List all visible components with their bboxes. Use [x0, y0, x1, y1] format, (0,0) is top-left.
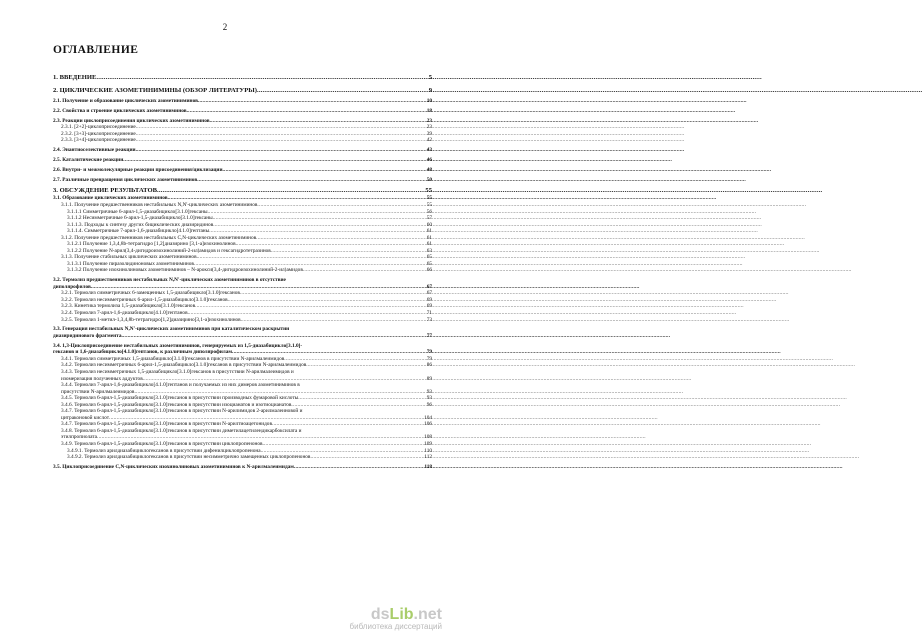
toc-leader-dots: [310, 454, 423, 461]
toc-entry-title: 3.1. Образование циклических азометиниминов: [53, 195, 168, 202]
toc-entry-page: 50: [426, 176, 432, 183]
toc-entry-page: 9: [428, 86, 432, 94]
toc-entry-page: 79: [426, 349, 432, 356]
toc-entry-title: 3.1.3.1 Получение пиразолидиноновых азометиниминов: [67, 260, 194, 267]
toc-entry-page: 66: [426, 267, 432, 274]
toc-entry-title: диполярофилов: [53, 283, 91, 290]
toc-entry-page: 39: [426, 130, 432, 137]
toc-entry-title: 3.4.9.2. Термолиз арилдиазабициклогексанов в присутствии несимметрично замещенных циклопропенонов: [67, 454, 311, 461]
toc-entry-page: 109: [424, 441, 432, 448]
toc-entry-page: 108: [424, 434, 432, 441]
toc-leader-dots: [136, 147, 426, 154]
toc-leader-dots: [197, 177, 426, 184]
toc-entry-title: 3.4.7. Термолиз 6-арил-1,5-диазабицикло[3.1.0]гексанов в присутствии N-арилтиоацетонидов: [61, 421, 272, 428]
toc-entry-title: 1. ВВЕДЕНИЕ: [53, 74, 97, 82]
toc-entry-page: 61: [426, 228, 432, 235]
toc-entry[interactable]: [53, 73, 432, 82]
toc-entry-title: 3.4.8. Термолиз 6-арил-1,5-диазабицикло[3.1.0]гексанов в присутствии диметилацетилендикарбоксилата и: [61, 427, 302, 434]
toc-entry[interactable]: [53, 333, 432, 340]
toc-entry-page: 73: [426, 316, 432, 323]
toc-entry-page: 61: [426, 241, 432, 248]
toc-entry[interactable]: [53, 167, 432, 174]
watermark-logo-suffix: .net: [413, 606, 442, 623]
toc-entry-title: 3.4.6. Термолиз 6-арил-1,5-диазабицикло[3.1.0]гексанов в присутствии изоцианатов и изотиоцианатов: [61, 401, 292, 408]
toc-entry-title: 3.4.7. Термолиз 6-арил-1,5-диазабицикло[3.1.0]гексанов в присутствии N-арилимидов 2-арилмалеиновой и: [61, 408, 303, 415]
toc-entry-page: 56: [426, 208, 432, 215]
toc-entry[interactable]: [53, 157, 432, 164]
toc-entry-title: изомеризация полученных аддуктов: [61, 375, 143, 382]
toc-entry-page: 79: [426, 355, 432, 362]
toc-entry-title: 3.1.2. Получение предшественников нестабильных С,N-циклических азометиниминов: [61, 234, 257, 241]
toc-entry-title: 2.6. Внутри- и межмолекулярные реакции присоединения/циклизации: [53, 166, 223, 173]
toc-entry-page: 5: [428, 74, 432, 82]
toc-entry-title: 3.1.3.2 Получение изохинолиновых азометиниминов – N-арокси(3,4-дигидроизохинолиний-2-ил)амидов: [67, 267, 303, 274]
watermark-subtitle: библиотека диссертаций: [349, 622, 442, 631]
toc-leader-dots: [294, 464, 423, 471]
toc-entry[interactable]: [53, 147, 432, 154]
toc-leader-dots: [122, 333, 426, 340]
toc-entry-title: 3.5. Циклоприсоединение С,N-циклических изохинолиновых азометиниминов к N-арилмалеимидам: [53, 463, 294, 470]
toc-entry-title: 2.2. Свойства и строение циклических азометиниминов: [53, 107, 187, 114]
toc-entry-page: 86: [426, 362, 432, 369]
toc-entry-title: 3.1.1.2 Несимметричные 6-арил-1,5-диазабицикло[3.1.0]гексаны: [67, 215, 213, 222]
toc-entry-page: 71: [426, 310, 432, 317]
toc-entry-page: 67: [426, 283, 432, 290]
toc-entry-title: 3.4.9. Термолиз 6-арил-1,5-диазабицикло[3.1.0]гексанов в присутствии циклопропенонов: [61, 441, 263, 448]
toc-leader-dots: [96, 73, 427, 82]
toc-entry-title: 3.2.4. Термолиз 7-арил-1,6-диазабицикло[4.1.0]гептанов: [61, 310, 188, 317]
toc-leader-dots: [257, 86, 428, 95]
toc-entry-page: 57: [426, 215, 432, 222]
toc-leader-dots: [136, 137, 426, 144]
table-of-contents: [53, 70, 432, 471]
toc-entry-title: 3.2.3. Кинетика термолиза 1,5-диазабицикло[3.1.0]гексанов: [61, 303, 196, 310]
toc-entry-title: 2.3.3. [3+4]-циклоприсоединение: [61, 137, 136, 144]
toc-entry-title: 2. ЦИКЛИЧЕСКИЕ АЗОМЕТИНИМИНЫ (ОБЗОР ЛИТЕРАТУРЫ): [53, 86, 257, 94]
toc-entry-title: 2.4. Энантиоселективные реакции: [53, 147, 136, 154]
toc-entry-page: 60: [426, 221, 432, 228]
toc-entry-page: 106: [424, 421, 432, 428]
toc-entry-page: 23: [426, 117, 432, 124]
toc-entry-page: 69: [426, 303, 432, 310]
toc-entry-title: 3.1.1.1 Симметричные 6-арил-1,5-диазабицикло[3.1.0]гексаны: [67, 208, 208, 215]
page-title: ОГЛАВЛЕНИЕ: [53, 44, 139, 56]
toc-entry-title: 2.5. Каталитические реакции: [53, 156, 124, 163]
watermark-logo-mid: Lib: [389, 606, 414, 623]
toc-entry[interactable]: [53, 177, 432, 184]
toc-entry-page: 96: [426, 401, 432, 408]
page-number: 2: [222, 22, 228, 32]
toc-entry-title: 2.1. Получение и образование циклических азометиниминов: [53, 97, 198, 104]
toc-entry-title: 3.4.3. Термолиз несимметричных 1,5-диазабицикло[3.1.0]гексанов в присутствии N-арилмалеимидов и: [61, 369, 294, 375]
toc-entry-title: 3.1.3. Получение стабильных циклических азометиниминов: [61, 254, 197, 261]
toc-entry-page: 43: [426, 147, 432, 154]
toc-entry[interactable]: [53, 267, 432, 274]
toc-entry-title: 3.4.4. Термолиз 7-арил-1,6-диазабицикло[4.1.0]гептанов и получаемых из них димеров азометиниминов в: [61, 382, 300, 389]
toc-entry-page: 55: [425, 187, 432, 195]
toc-entry[interactable]: [53, 137, 432, 144]
toc-entry-title: 3.2.2. Термолиз несимметричных 6-арил-1,5-диазабицикло[3.1.0]гексанов: [61, 296, 228, 303]
toc-entry-page: 69: [426, 296, 432, 303]
toc-entry[interactable]: [53, 108, 432, 115]
toc-entry-page: 48: [426, 166, 432, 173]
toc-entry-title: присутствии N-арилмалеимидов: [61, 388, 135, 395]
toc-entry-title: 3.1.1.3. Подходы к синтезу других бициклических диазиридинов: [67, 221, 214, 228]
toc-entry-title: 3. ОБСУЖДЕНИЕ РЕЗУЛЬТАТОВ: [53, 187, 157, 195]
watermark-logo-prefix: ds: [370, 606, 390, 623]
toc-entry-title: 3.3. Генерация нестабильных N,N'-циклических азометиниминов при каталитическом раскрытии: [53, 326, 290, 333]
toc-entry[interactable]: [53, 86, 432, 95]
toc-entry-title: 3.4.1. Термолиз симметричных 1,5-диазабицикло[3.1.0]гексанов в присутствии N-арилмалеимидов: [61, 355, 285, 362]
toc-entry-page: 65: [426, 260, 432, 267]
toc-entry-page: 118: [424, 463, 432, 470]
toc-entry-title: 2.3.2. [3+3]-циклоприсоединение: [61, 130, 136, 137]
toc-entry[interactable]: [53, 464, 432, 471]
toc-entry-title: 3.1.2.1 Получение 1,3,4,8b-тетрагидро [1,2]диазирино [3,1-a]изохинолинов: [67, 241, 236, 248]
toc-entry-page: 77: [426, 332, 432, 339]
toc-entry-title: гексанов и 1,6-диазабицикло[4.1.0]гептанов, к различным диполярофилам: [53, 349, 233, 356]
toc-entry-page: 61: [426, 234, 432, 241]
toc-entry-page: 55: [426, 195, 432, 202]
toc-leader-dots: [187, 108, 426, 115]
toc-entry-title: 3.1.1. Получение предшественников нестабильных N,N'-циклических азометиниминов: [61, 201, 258, 208]
toc-leader-dots: [241, 317, 426, 324]
toc-leader-dots: [198, 98, 426, 105]
toc-entry-page: 104: [424, 414, 432, 421]
toc-leader-dots: [157, 186, 424, 195]
toc-entry-title: 2.7. Различные превращения циклических азометиниминов: [53, 176, 198, 183]
toc-entry-page: 110: [424, 447, 432, 454]
toc-leader-dots: [306, 362, 425, 369]
toc-entry-title: цитраконовой кислот: [61, 414, 110, 421]
toc-entry-title: 3.4. 1,3-Циклоприсоединение нестабильных азометиниминов, генерируемых из 1,5-диазабицикло[3.1.0]-: [53, 342, 303, 349]
toc-entry-title: 3.2. Термолиз предшественников нестабильных N,N'-циклических азометиниминов в отсутствие: [53, 277, 286, 284]
toc-entry-title: 3.1.2.2 Получение N-арил(3,4-дигидроизохинолиний-2-ил)амидов и гексагидротетразинов: [67, 247, 271, 254]
toc-entry-title: 3.2.5. Термолиз 1-метил-1,3,4,8b-тетрагидро[1,2]диазирино[3,1-a]изохинолинов: [61, 316, 241, 323]
watermark: [350, 606, 442, 631]
toc-entry-title: 2.3. Реакции циклоприсоединения циклических азометиниминов: [53, 117, 210, 124]
toc-entry-page: 18: [426, 107, 432, 114]
toc-leader-dots: [291, 402, 425, 409]
toc-entry-page: 93: [426, 395, 432, 402]
toc-entry-title: этилпропиолата: [61, 434, 98, 441]
toc-entry[interactable]: [53, 454, 432, 461]
toc-entry-page: 23: [426, 124, 432, 131]
toc-entry[interactable]: [53, 317, 432, 324]
toc-entry-title: 3.4.2. Термолиз несимметричных 6-арил-1,5-диазабицикло[3.1.0]гексанов в присутствии N-арилмалеимидов: [61, 362, 307, 369]
toc-entry-page: 93: [426, 388, 432, 395]
toc-leader-dots: [123, 157, 425, 164]
toc-entry-page: 55: [426, 201, 432, 208]
toc-entry-page: 46: [426, 156, 432, 163]
toc-entry-page: 63: [426, 247, 432, 254]
toc-entry-page: 89: [426, 375, 432, 382]
toc-entry-title: диазиридинового фрагмента: [53, 332, 122, 339]
toc-entry-title: 2.3.1. [2+2]-циклоприсоединение: [61, 124, 136, 131]
toc-entry-page: 10: [426, 97, 432, 104]
toc-entry-page: 67: [426, 290, 432, 297]
toc-entry-title: 3.4.9.1. Термолиз арилдиазабициклогексанов в присутствии дифенилциклопропенона: [67, 447, 261, 454]
toc-entry[interactable]: [53, 98, 432, 105]
toc-entry-page: 65: [426, 254, 432, 261]
toc-entry-page: 42: [426, 137, 432, 144]
toc-leader-dots: [223, 167, 426, 174]
toc-entry-title: 3.2.1. Термолиз симметричных 6-замещенных 1,5-диазабицикло[3.1.0]гексанов: [61, 290, 240, 297]
toc-entry-title: 3.1.1.4. Симметричные 7-арил-1,6-диазабицикло[4.1.0]гептаны: [67, 228, 210, 235]
toc-leader-dots: [303, 267, 426, 274]
toc-entry-page: 112: [424, 454, 432, 461]
toc-entry-title: 3.4.5. Термолиз 6-арил-1,5-диазабицикло[3.1.0]гексанов в присутствии производных фумаровой кислоты: [61, 395, 299, 402]
